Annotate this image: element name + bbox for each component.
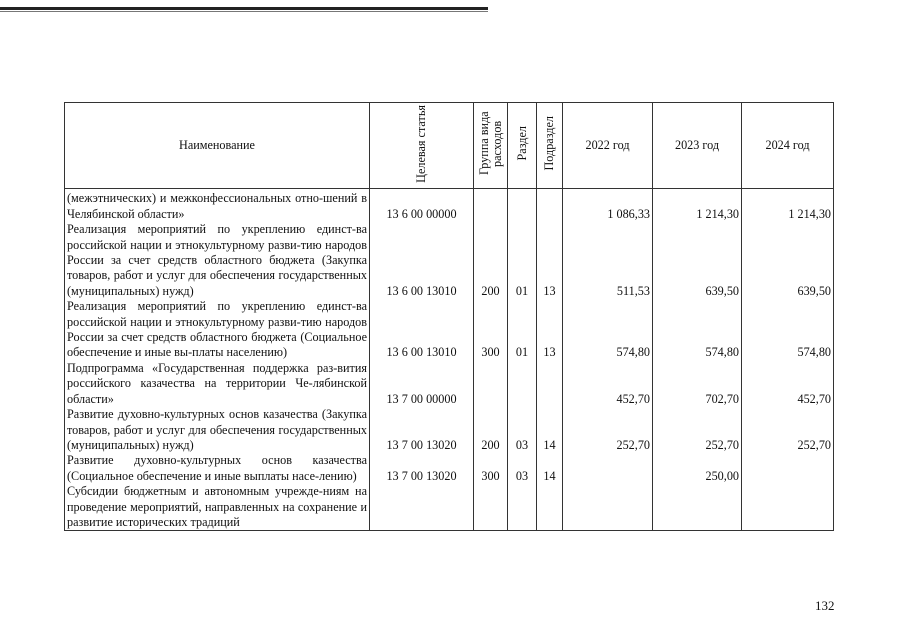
row-2023: 250,00 — [653, 453, 742, 484]
header-section: Раздел — [508, 103, 537, 189]
row-code: 13 6 00 13010 — [370, 299, 474, 361]
row-2023: 252,70 — [653, 407, 742, 453]
row-subsection: 14 — [537, 407, 563, 453]
row-2023: 639,50 — [653, 222, 742, 299]
row-section: 01 — [508, 299, 537, 361]
row-name: Субсидии бюджетным и автономным учрежде-ниям на проведение мероприятий, направленных на сохранение и развитие исторических традиций — [65, 484, 370, 531]
row-subsection: 13 — [537, 299, 563, 361]
row-name: Развитие духовно-культурных основ казачества (Закупка товаров, работ и услуг для обеспечения государственных (муниципальных) нужд) — [65, 407, 370, 453]
header-row — [65, 103, 834, 189]
top-rule — [0, 7, 488, 10]
row-code: 13 6 00 13010 — [370, 222, 474, 299]
row-section: 01 — [508, 222, 537, 299]
row-name: Реализация мероприятий по укреплению единст-ва российской нации и этнокультурному разви-тию народов России за счет средств областного бюджета (Социальное обеспечение и иные вы-платы населению) — [65, 299, 370, 361]
row-2022 — [563, 453, 653, 484]
row-name: (межэтнических) и межконфессиональных отно-шений в Челябинской области» — [65, 189, 370, 222]
row-2022: 511,53 — [563, 222, 653, 299]
table-row — [65, 361, 834, 407]
row-code: 13 7 00 13020 — [370, 407, 474, 453]
top-rule-thin — [0, 11, 488, 12]
row-2023: 574,80 — [653, 299, 742, 361]
budget-table — [64, 102, 834, 531]
row-2023 — [653, 484, 742, 531]
row-2024: 252,70 — [742, 407, 834, 453]
row-2023: 1 214,30 — [653, 189, 742, 222]
row-section — [508, 484, 537, 531]
header-2022: 2022 год — [563, 103, 653, 189]
row-subsection: 14 — [537, 453, 563, 484]
header-2024: 2024 год — [742, 103, 834, 189]
row-2024 — [742, 484, 834, 531]
row-2022: 452,70 — [563, 361, 653, 407]
row-2024 — [742, 453, 834, 484]
row-subsection — [537, 189, 563, 222]
row-group — [474, 361, 508, 407]
row-subsection — [537, 484, 563, 531]
row-group: 200 — [474, 222, 508, 299]
row-code: 13 7 00 00000 — [370, 361, 474, 407]
row-2022: 1 086,33 — [563, 189, 653, 222]
row-group: 300 — [474, 299, 508, 361]
row-2022: 252,70 — [563, 407, 653, 453]
header-expense-group: Группа вида расходов — [474, 103, 508, 189]
row-code: 13 7 00 13020 — [370, 453, 474, 484]
header-2023: 2023 год — [653, 103, 742, 189]
row-group: 300 — [474, 453, 508, 484]
row-name: Реализация мероприятий по укреплению единст-ва российской нации и этнокультурному разви-тию народов России за счет средств областного бюджета (Закупка товаров, работ и услуг для обеспечения государственных (муниципальных) нужд) — [65, 222, 370, 299]
table-row — [65, 189, 834, 222]
header-name: Наименование — [65, 103, 370, 189]
row-section: 03 — [508, 407, 537, 453]
row-section — [508, 361, 537, 407]
row-2024: 639,50 — [742, 222, 834, 299]
row-code — [370, 484, 474, 531]
table-row — [65, 299, 834, 361]
row-code: 13 6 00 00000 — [370, 189, 474, 222]
row-2024: 1 214,30 — [742, 189, 834, 222]
row-group — [474, 484, 508, 531]
row-2023: 702,70 — [653, 361, 742, 407]
table-row — [65, 407, 834, 453]
header-target-article: Целевая статья — [370, 103, 474, 189]
row-name: Развитие духовно-культурных основ казачества (Социальное обеспечение и иные выплаты насе-лению) — [65, 453, 370, 484]
header-subsection: Подраздел — [537, 103, 563, 189]
row-2022: 574,80 — [563, 299, 653, 361]
page-number: 132 — [815, 598, 835, 613]
table-row — [65, 484, 834, 531]
row-2024: 452,70 — [742, 361, 834, 407]
row-section — [508, 189, 537, 222]
row-section: 03 — [508, 453, 537, 484]
row-2022 — [563, 484, 653, 531]
table-row — [65, 453, 834, 484]
row-subsection: 13 — [537, 222, 563, 299]
row-name: Подпрограмма «Государственная поддержка раз-вития российского казачества на территории Че-лябинской области» — [65, 361, 370, 407]
row-2024: 574,80 — [742, 299, 834, 361]
table-row — [65, 222, 834, 299]
row-subsection — [537, 361, 563, 407]
row-group — [474, 189, 508, 222]
row-group: 200 — [474, 407, 508, 453]
